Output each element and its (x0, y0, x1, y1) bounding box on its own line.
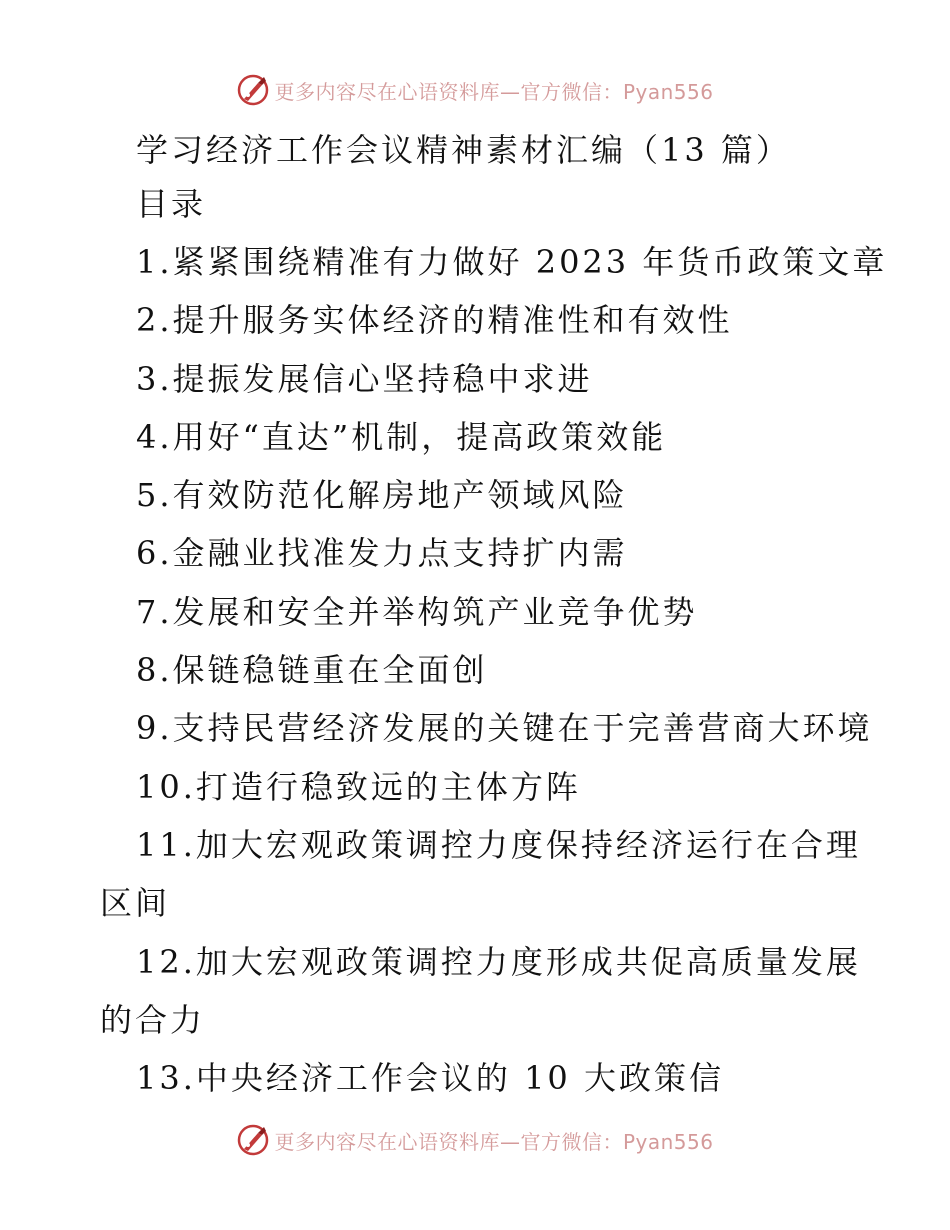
watermark-text: 更多内容尽在心语资料库—官方微信：Pyan556 (274, 1129, 714, 1154)
toc-item: 7.发展和安全并举构筑产业竞争优势 (136, 593, 698, 631)
watermark-text: 更多内容尽在心语资料库—官方微信：Pyan556 (274, 79, 714, 104)
toc-item: 2.提升服务实体经济的精准性和有效性 (136, 301, 733, 339)
toc-heading: 目录 (136, 185, 207, 223)
footer-watermark-banner (0, 1120, 950, 1160)
toc-item: 1.紧紧围绕精准有力做好 2023 年货币政策文章 (136, 243, 888, 281)
toc-item: 11.加大宏观政策调控力度保持经济运行在合理 (136, 826, 861, 864)
toc-item: 4.用好“直达”机制，提高政策效能 (136, 418, 667, 456)
toc-item-continuation: 的合力 (100, 1001, 206, 1039)
toc-item: 3.提振发展信心坚持稳中求进 (136, 360, 593, 398)
toc-item: 12.加大宏观政策调控力度形成共促高质量发展 (136, 943, 861, 981)
quill-pen-logo-icon (236, 1123, 270, 1157)
document-title: 学习经济工作会议精神素材汇编（13 篇） (136, 131, 791, 169)
toc-item-continuation: 区间 (100, 884, 171, 922)
toc-item: 8.保链稳链重在全面创 (136, 651, 488, 689)
toc-item: 13.中央经济工作会议的 10 大政策信 (136, 1059, 724, 1097)
toc-item: 9.支持民营经济发展的关键在于完善营商大环境 (136, 709, 873, 747)
toc-item: 6.金融业找准发力点支持扩内需 (136, 534, 628, 572)
toc-item: 5.有效防范化解房地产领域风险 (136, 476, 628, 514)
toc-item: 10.打造行稳致远的主体方阵 (136, 768, 581, 806)
